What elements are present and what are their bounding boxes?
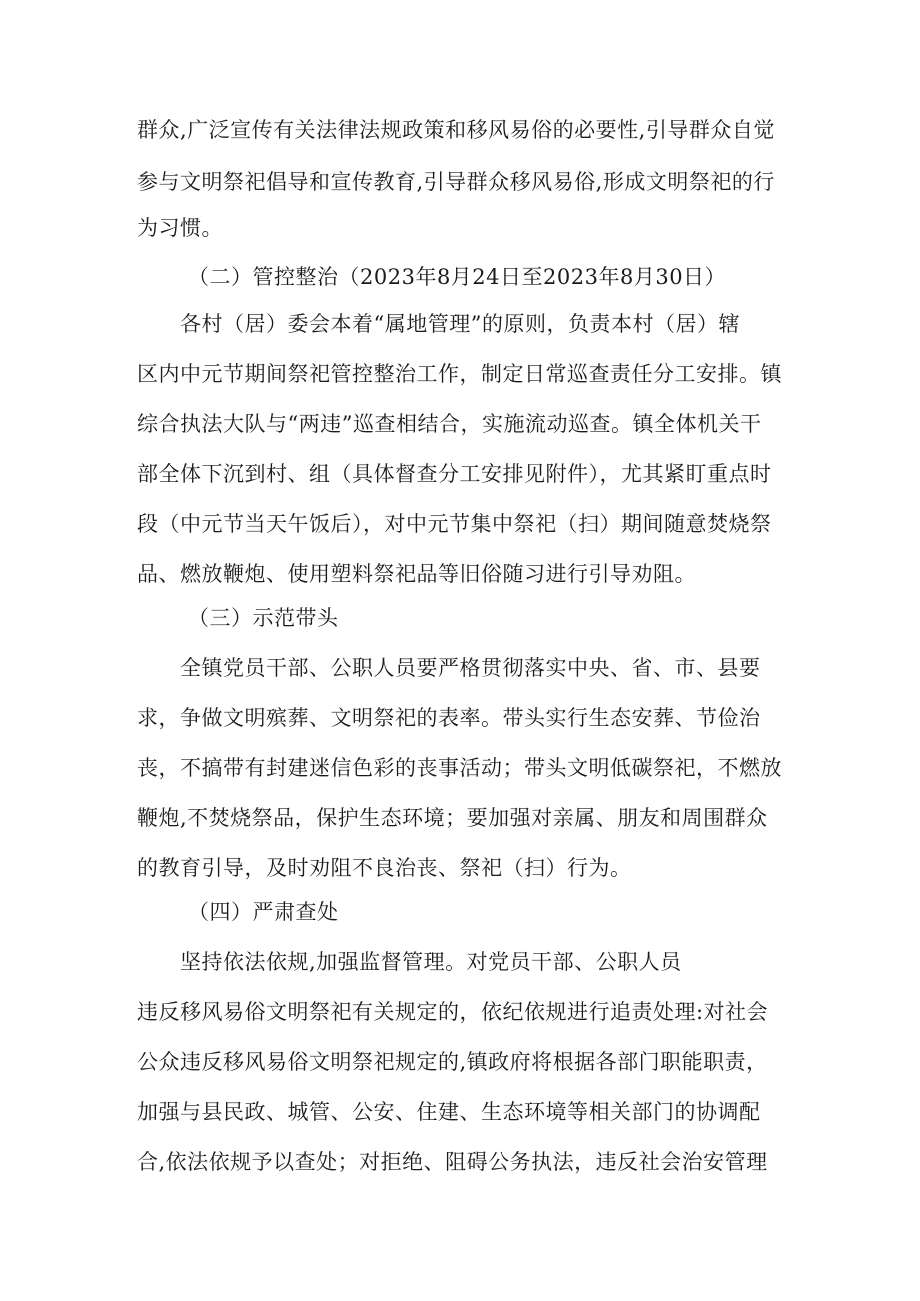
body-text-line: 求，争做文明殡葬、文明祭祀的表率。带头实行生态安葬、节俭治 <box>137 706 761 730</box>
body-text-line: 部全体下沉到村、组（具体督查分工安排见附件），尤其紧盯重点时 <box>137 462 772 486</box>
section-heading-2: （二）管控整治（2023年8月24日至2023年8月30日） <box>188 265 727 289</box>
body-text-line: 参与文明祭祀倡导和宣传教育,引导群众移风易俗,形成文明祭祀的行 <box>137 170 775 194</box>
body-text-line: 各村（居）委会本着“属地管理”的原则，负责本村（居）辖 <box>180 312 740 336</box>
body-text-line: 坚持依法依规,加强监督管理。对党员干部、公职人员 <box>180 950 682 974</box>
body-text-line: 公众违反移风易俗文明祭祀规定的,镇政府将根据各部门职能职责， <box>137 1050 768 1074</box>
body-text-line: 全镇党员干部、公职人员要严格贯彻落实中央、省、市、县要 <box>180 656 761 680</box>
section-heading-3: （三）示范带头 <box>188 606 339 630</box>
body-text-line: 丧，不搞带有封建迷信色彩的丧事活动；带头文明低碳祭祀，不燃放 <box>137 756 782 780</box>
section-heading-4: （四）严肃查处 <box>188 900 339 924</box>
body-text-line: 段（中元节当天午饭后），对中元节集中祭祀（扫）期间随意焚烧祭 <box>137 512 772 536</box>
body-text-line: 合,依法依规予以查处；对拒绝、阻碍公务执法，违反社会治安管理 <box>137 1150 768 1174</box>
body-text-line: 鞭炮,不焚烧祭品，保护生态环境；要加强对亲属、朋友和周围群众 <box>137 806 768 830</box>
body-text-line: 群众,广泛宣传有关法律法规政策和移风易俗的必要性,引导群众自觉 <box>137 118 775 142</box>
body-text-line: 品、燃放鞭炮、使用塑料祭祀品等旧俗随习进行引导劝阻。 <box>137 562 696 586</box>
body-text-line: 综合执法大队与“两违”巡查相结合，实施流动巡查。镇全体机关干 <box>137 412 762 436</box>
body-text-line: 的教育引导，及时劝阻不良治丧、祭祀（扫）行为。 <box>137 856 632 880</box>
body-text-line: 违反移风易俗文明祭祀有关规定的，依纪依规进行追责处理:对社会 <box>137 1000 769 1024</box>
body-text-line: 加强与县民政、城管、公安、住建、生态环境等相关部门的协调配 <box>137 1100 761 1124</box>
body-text-line: 区内中元节期间祭祀管控整治工作，制定日常巡查责任分工安排。镇 <box>137 362 782 386</box>
body-text-line: 为习惯。 <box>137 216 223 240</box>
